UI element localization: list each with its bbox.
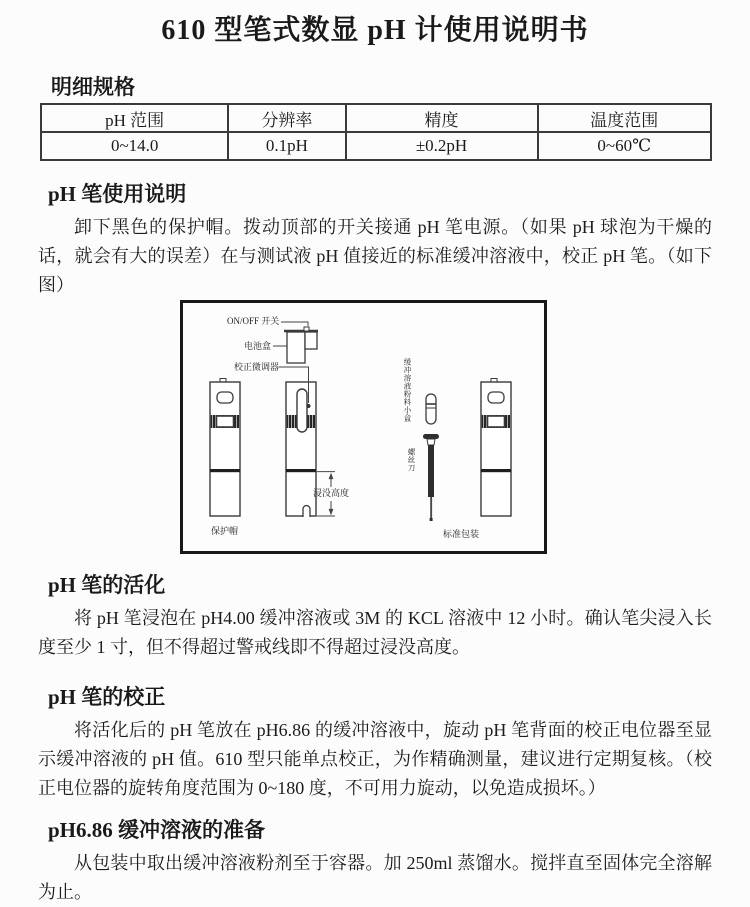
diagram-label-screwdriver: 螺丝刀 — [407, 448, 416, 472]
spec-val-resolution: 0.1pH — [228, 132, 345, 160]
activation-heading: pH 笔的活化 — [48, 573, 166, 597]
calibration-heading: pH 笔的校正 — [48, 685, 166, 709]
calibration-paragraph: 将活化后的 pH 笔放在 pH6.86 的缓冲溶液中，旋动 pH 笔背面的校正电位器至显示缓冲溶液的 pH 值。610 型只能单点校正，为作精确测量，建议进行定期复核。（校正电位器的旋转角度范围为 0~180 度，不可用力旋动，以免造成损坏。） — [38, 720, 712, 798]
diagram-label-onoff-switch: ON/OFF 开关 — [227, 316, 280, 326]
diagram-label-trimmer: 校正微调器 — [234, 362, 280, 372]
diagram-label-package: 标准包装 — [443, 529, 480, 539]
usage-paragraph: 卸下黑色的保护帽。拨动顶部的开关接通 pH 笔电源。（如果 pH 球泡为干燥的话，就会有大的误差）在与测试液 pH 值接近的标准缓冲溶液中，校正 pH 笔。（如下图） — [38, 217, 712, 295]
usage-heading: pH 笔使用说明 — [48, 182, 187, 206]
diagram-drawing — [183, 303, 544, 551]
ph-pen-diagram — [180, 300, 547, 554]
spec-col-temp-range: 温度范围 — [538, 104, 711, 132]
diagram-label-cap: 保护帽 — [211, 526, 239, 536]
trimmer-dot — [307, 404, 311, 408]
screwdriver-drawing — [423, 434, 439, 521]
spec-col-ph-range: pH 范围 — [41, 104, 228, 132]
specs-value-row — [41, 132, 711, 160]
spec-val-temp-range: 0~60℃ — [538, 132, 711, 160]
activation-paragraph: 将 pH 笔浸泡在 pH4.00 缓冲溶液或 3M 的 KCL 溶液中 12 小时。确认笔尖浸入长度至少 1 寸，但不得超过警戒线即不得超过浸没高度。 — [38, 608, 712, 657]
pen-package-drawing — [481, 379, 511, 517]
pen-with-cap-drawing — [210, 379, 240, 517]
spec-val-ph-range: 0~14.0 — [41, 132, 228, 160]
onoff-switch-drawing — [304, 327, 309, 331]
diagram-label-immersion: 浸没高度 — [313, 488, 350, 498]
buffer-prep-heading: pH6.86 缓冲溶液的准备 — [48, 818, 266, 842]
spec-col-accuracy: 精度 — [346, 104, 538, 132]
diagram-label-buffer-box: 缓冲溶液粉料小盒 — [403, 358, 412, 422]
specs-header-row — [41, 104, 711, 132]
spec-col-resolution: 分辨率 — [228, 104, 345, 132]
diagram-label-battery-box: 电池盒 — [244, 341, 272, 351]
page-title: 610 型笔式数显 pH 计使用说明书 — [161, 15, 589, 46]
specs-heading: 明细规格 — [51, 75, 135, 99]
buffer-prep-paragraph: 从包装中取出缓冲溶液粉剂至于容器。加 250ml 蒸馏水。搅拌直至固体完全溶解为止。 — [38, 853, 712, 902]
spec-val-accuracy: ±0.2pH — [346, 132, 538, 160]
battery-box-drawing — [284, 327, 318, 363]
buffer-capsule-drawing — [426, 394, 436, 424]
specs-table — [40, 103, 712, 161]
pen-open-drawing — [286, 382, 316, 517]
